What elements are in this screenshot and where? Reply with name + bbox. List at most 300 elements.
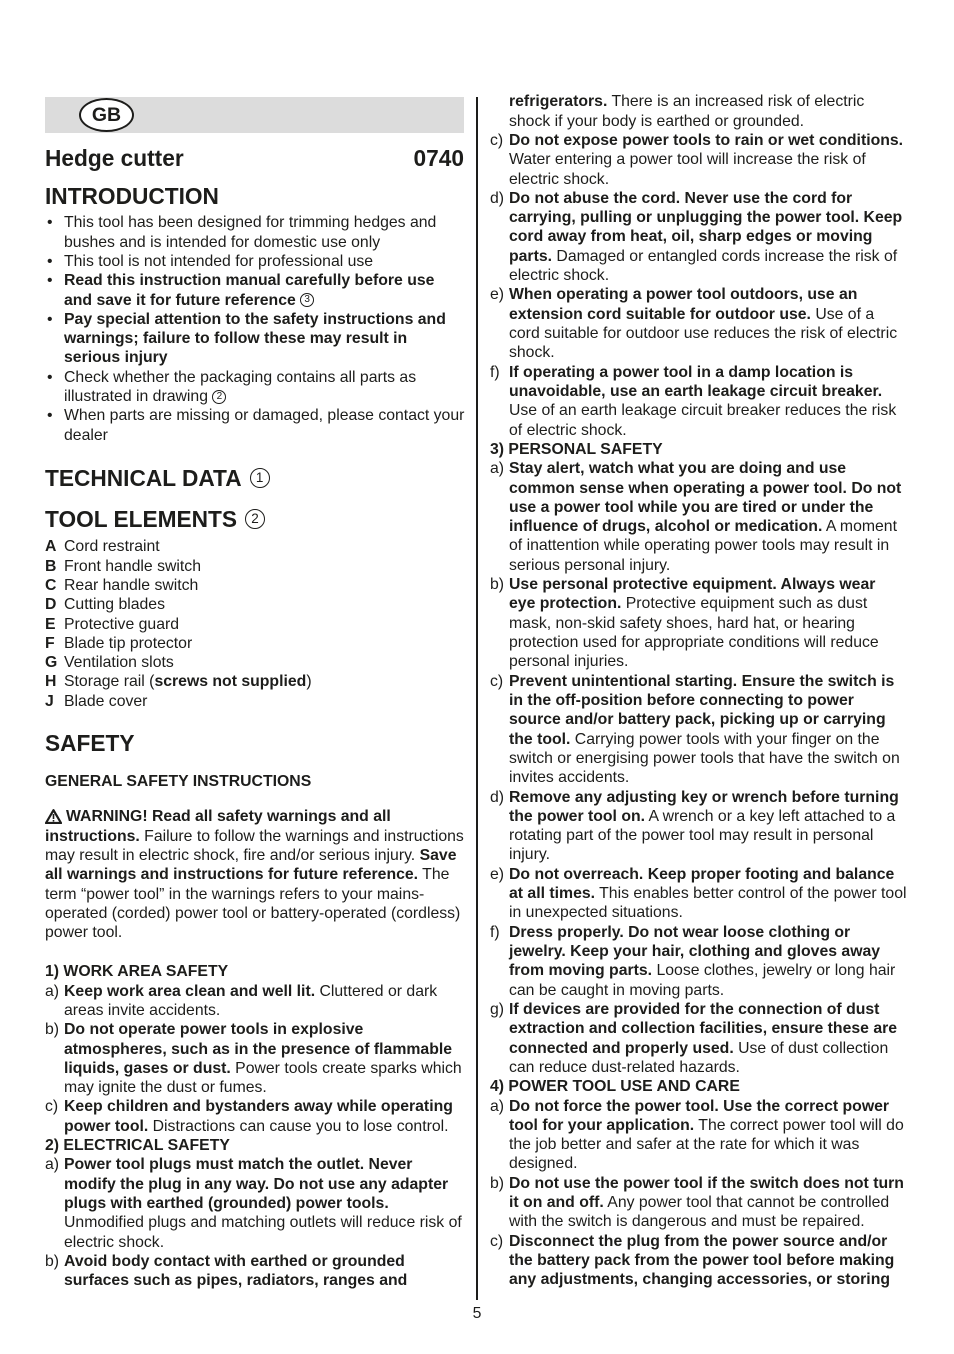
bold-text: Disconnect the plug from the power source and/or bbox=[509, 1232, 888, 1250]
safety-rule-item bbox=[490, 788, 910, 865]
text-run: Protective guard bbox=[64, 615, 180, 633]
bold-text: and save it for future reference bbox=[64, 291, 301, 309]
bold-text: refrigerators. bbox=[509, 93, 608, 111]
text-line bbox=[64, 406, 464, 425]
bold-text: atmospheres, such as in the presence of flammable bbox=[64, 1040, 453, 1058]
text-line bbox=[509, 1251, 910, 1270]
item-marker: • bbox=[47, 368, 53, 386]
text-run: protection used for appropriate conditions will reduce bbox=[509, 634, 879, 652]
bold-text: parts. bbox=[509, 247, 553, 265]
bold-text: Prevent unintentional starting. Ensure the switch is bbox=[509, 672, 895, 690]
bold-text: source and/or battery pack, picking up or carrying bbox=[509, 711, 886, 729]
text-line bbox=[509, 981, 910, 1000]
text-run: of inattention while operating power tools may result in bbox=[509, 537, 890, 555]
introduction-heading-text: INTRODUCTION bbox=[45, 183, 219, 209]
item-text bbox=[509, 285, 910, 362]
text-run: of electric shock. bbox=[509, 421, 627, 439]
item-marker: A bbox=[45, 538, 57, 556]
item-text bbox=[64, 653, 464, 672]
item-text bbox=[64, 557, 464, 576]
text-line bbox=[509, 594, 910, 613]
text-line bbox=[45, 865, 464, 884]
text-line bbox=[64, 310, 464, 329]
safety-rules-list bbox=[45, 962, 464, 1290]
text-line bbox=[64, 1175, 464, 1194]
bold-text: jewelry. Keep your hair, clothing and gloves away bbox=[509, 943, 881, 961]
introduction-bullet-item bbox=[45, 213, 464, 252]
text-line bbox=[64, 982, 464, 1001]
bold-text: Do not overreach. Keep proper footing and balance bbox=[509, 865, 895, 883]
bold-text: When operating a power tool outdoors, use an bbox=[509, 286, 858, 304]
text-line bbox=[509, 479, 910, 498]
text-line bbox=[509, 1154, 910, 1173]
text-run: in unexpected situations. bbox=[509, 904, 683, 922]
text-line bbox=[509, 1019, 910, 1038]
text-line bbox=[509, 189, 910, 208]
bold-text: Stay alert, watch what you are doing and use bbox=[509, 460, 847, 478]
text-line bbox=[509, 170, 910, 189]
bold-text: Do not force the power tool. Use the correct power bbox=[509, 1097, 890, 1115]
bold-text: If operating a power tool in a damp location is bbox=[509, 363, 854, 381]
item-marker: c) bbox=[490, 131, 504, 149]
item-marker: f) bbox=[490, 363, 500, 381]
text-run: electric shock. bbox=[64, 1233, 165, 1251]
text-run: A moment bbox=[822, 518, 897, 536]
item-text bbox=[64, 271, 464, 310]
item-text bbox=[64, 672, 464, 691]
text-line bbox=[509, 768, 910, 787]
bold-text: unavoidable, use an earth leakage circuit breaker. bbox=[509, 382, 883, 400]
text-line bbox=[509, 1232, 910, 1251]
safety-rule-item bbox=[490, 575, 910, 672]
item-marker: e) bbox=[490, 865, 505, 883]
safety-section-heading: 4) POWER TOOL USE AND CARE bbox=[490, 1078, 740, 1096]
text-line bbox=[509, 498, 910, 517]
text-line bbox=[509, 633, 910, 652]
text-line bbox=[64, 252, 464, 271]
text-line bbox=[64, 1001, 464, 1020]
text-run: electric shock. bbox=[509, 170, 610, 188]
text-line bbox=[64, 213, 464, 232]
drawing-reference-number: 2 bbox=[245, 509, 265, 529]
item-marker: H bbox=[45, 673, 57, 691]
item-text bbox=[64, 1252, 464, 1291]
text-line bbox=[64, 557, 464, 576]
warning-paragraph bbox=[45, 807, 464, 942]
general-safety-instructions-heading: GENERAL SAFETY INSTRUCTIONS bbox=[45, 773, 312, 791]
bold-text: the tool. bbox=[509, 730, 571, 748]
item-text bbox=[64, 634, 464, 653]
text-run: Cord restraint bbox=[64, 538, 160, 556]
item-marker: f) bbox=[490, 923, 500, 941]
bold-text: Do not expose power tools to rain or wet conditions. bbox=[509, 131, 904, 149]
text-run: There is an increased risk of electric bbox=[607, 93, 865, 111]
item-marker: G bbox=[45, 654, 58, 672]
drawing-reference-number: 3 bbox=[300, 293, 314, 307]
item-marker: B bbox=[45, 557, 57, 575]
text-run: Rear handle switch bbox=[64, 576, 199, 594]
item-marker: b) bbox=[45, 1252, 60, 1270]
tool-element-item bbox=[45, 692, 464, 711]
item-marker: g) bbox=[490, 1000, 505, 1018]
safety-rule-item bbox=[490, 672, 910, 788]
text-line bbox=[509, 1116, 910, 1135]
bold-text: instructions. bbox=[45, 827, 140, 845]
text-line bbox=[64, 595, 464, 614]
item-text bbox=[509, 1000, 910, 1077]
bold-text: tool for your application. bbox=[509, 1116, 695, 1134]
text-run: personal injuries. bbox=[509, 653, 629, 671]
text-line bbox=[509, 923, 910, 942]
text-run: Cutting blades bbox=[64, 596, 165, 614]
text-line bbox=[509, 652, 910, 671]
text-line bbox=[64, 537, 464, 556]
text-line bbox=[64, 634, 464, 653]
text-line bbox=[509, 343, 910, 362]
drawing-reference-number: 1 bbox=[250, 468, 270, 488]
introduction-list bbox=[45, 213, 464, 445]
text-run: bushes and is intended for domestic use only bbox=[64, 233, 381, 251]
bold-text: Keep work area clean and well lit. bbox=[64, 982, 316, 1000]
text-line bbox=[509, 730, 910, 749]
text-line bbox=[509, 672, 910, 691]
item-marker: b) bbox=[490, 576, 505, 594]
technical-data-heading-text: TECHNICAL DATA bbox=[45, 465, 242, 491]
text-run: Protective equipment such as dust bbox=[621, 595, 868, 613]
text-line bbox=[509, 150, 910, 169]
introduction-bullet-item bbox=[45, 368, 464, 407]
text-line bbox=[64, 426, 464, 445]
text-run: shock if your body is earthed or grounded. bbox=[509, 112, 805, 130]
text-line bbox=[509, 363, 910, 382]
bold-text: Avoid body contact with earthed or grounded bbox=[64, 1252, 405, 1270]
text-line bbox=[45, 846, 464, 865]
item-marker: a) bbox=[45, 982, 60, 1000]
text-line bbox=[509, 1193, 910, 1212]
bold-text: cord away from heat, oil, sharp edges or moving bbox=[509, 228, 873, 246]
introduction-heading bbox=[45, 183, 464, 209]
text-line bbox=[509, 208, 910, 227]
text-run: This tool has been designed for trimming hedges and bbox=[64, 214, 437, 232]
text-line bbox=[509, 227, 910, 246]
text-run: designed. bbox=[509, 1155, 578, 1173]
bold-text: Pay special attention to the safety instructions and bbox=[64, 310, 446, 328]
item-text bbox=[64, 692, 464, 711]
text-run: term “power tool” in the warnings refers to your mains- bbox=[45, 885, 425, 903]
bold-text: serious injury bbox=[64, 349, 168, 367]
technical-data-heading bbox=[45, 465, 464, 491]
item-text bbox=[509, 672, 910, 788]
safety-rule-item bbox=[490, 285, 910, 362]
item-text bbox=[509, 1097, 910, 1174]
bold-text: Read this instruction manual carefully before use bbox=[64, 272, 435, 290]
text-run: injury. bbox=[509, 846, 550, 864]
text-line bbox=[45, 827, 464, 846]
column-divider bbox=[476, 97, 478, 1300]
bold-text: connected and properly used. bbox=[509, 1039, 734, 1057]
text-line bbox=[509, 401, 910, 420]
item-text bbox=[64, 1097, 464, 1136]
bold-text: liquids, gases or dust. bbox=[64, 1059, 231, 1077]
text-line bbox=[509, 614, 910, 633]
text-run: Blade tip protector bbox=[64, 634, 193, 652]
item-text bbox=[64, 368, 464, 407]
product-title-row bbox=[45, 145, 464, 171]
item-marker: c) bbox=[45, 1098, 59, 1116]
bold-text: Keep children and bystanders away while operating bbox=[64, 1098, 453, 1116]
item-text bbox=[64, 213, 464, 252]
text-run: Use of a bbox=[810, 305, 875, 323]
text-line bbox=[64, 576, 464, 595]
text-line bbox=[509, 536, 910, 555]
bold-text: Dress properly. Do not wear loose clothing or bbox=[509, 923, 851, 941]
text-run: The correct power tool will do bbox=[694, 1116, 904, 1134]
text-line bbox=[64, 1020, 464, 1039]
text-line bbox=[64, 1252, 464, 1271]
text-run: can reduce dust-related hazards. bbox=[509, 1058, 740, 1076]
text-run: Loose clothes, jewelry or long hair bbox=[652, 962, 896, 980]
text-line bbox=[509, 1000, 910, 1019]
safety-heading bbox=[45, 730, 464, 756]
tool-element-item bbox=[45, 615, 464, 634]
item-text bbox=[509, 363, 910, 440]
text-line bbox=[64, 1059, 464, 1078]
text-run: A wrench or a key left attached to a bbox=[645, 807, 896, 825]
text-line bbox=[509, 788, 910, 807]
tool-element-item bbox=[45, 537, 464, 556]
text-run: Storage rail ( bbox=[64, 673, 155, 691]
text-run: can be caught in moving parts. bbox=[509, 981, 725, 999]
bold-text: Use personal protective equipment. Always wear bbox=[509, 576, 876, 594]
introduction-bullet-item bbox=[45, 271, 464, 310]
item-text bbox=[509, 1232, 910, 1290]
text-line bbox=[509, 1135, 910, 1154]
item-marker: • bbox=[47, 214, 53, 232]
bold-text: all warnings and instructions for future reference. bbox=[45, 866, 419, 884]
tool-element-item bbox=[45, 557, 464, 576]
text-run: Use of an earth leakage circuit breaker reduces the risk bbox=[509, 402, 897, 420]
item-text bbox=[509, 575, 910, 672]
text-line bbox=[64, 271, 464, 290]
item-marker: c) bbox=[490, 672, 504, 690]
bold-text: any adjustments, changing accessories, or storing bbox=[509, 1271, 890, 1289]
safety-rule-item bbox=[45, 1020, 464, 1097]
tool-elements-heading bbox=[45, 506, 464, 532]
text-line bbox=[509, 807, 910, 826]
bold-text: from moving parts. bbox=[509, 962, 653, 980]
tool-elements-list bbox=[45, 537, 464, 711]
text-run: areas invite accidents. bbox=[64, 1001, 221, 1019]
tool-element-item bbox=[45, 634, 464, 653]
text-run: ) bbox=[306, 673, 312, 691]
item-marker: E bbox=[45, 615, 56, 633]
text-line bbox=[64, 1233, 464, 1252]
safety-rule-item bbox=[490, 92, 910, 131]
item-text bbox=[509, 131, 910, 189]
item-marker: J bbox=[45, 692, 54, 710]
text-line bbox=[64, 329, 464, 348]
text-run: Front handle switch bbox=[64, 557, 201, 575]
text-line bbox=[509, 1174, 910, 1193]
safety-rule-item bbox=[490, 1000, 910, 1077]
bold-text: it on and off. bbox=[509, 1194, 604, 1212]
text-line bbox=[64, 1213, 464, 1232]
text-line bbox=[64, 348, 464, 367]
text-run: This enables better control of the power tool bbox=[595, 885, 907, 903]
text-line bbox=[64, 233, 464, 252]
item-text bbox=[509, 923, 910, 1000]
text-line bbox=[509, 1212, 910, 1231]
text-run: Power tools create sparks which bbox=[230, 1059, 462, 1077]
bold-text: the power tool on. bbox=[509, 807, 646, 825]
text-run: mask, non-skid safety shoes, hard hat, or hearing bbox=[509, 614, 855, 632]
item-marker: d) bbox=[490, 189, 505, 207]
bold-text: warnings; failure to follow these may result in bbox=[64, 330, 408, 348]
bold-text: use a power tool while you are tired or under the bbox=[509, 498, 874, 516]
text-line bbox=[509, 1039, 910, 1058]
safety-rule-item bbox=[490, 1097, 910, 1174]
safety-heading-text: SAFETY bbox=[45, 730, 135, 756]
introduction-bullet-item bbox=[45, 310, 464, 368]
text-line bbox=[64, 1040, 464, 1059]
text-line bbox=[64, 615, 464, 634]
item-marker: a) bbox=[45, 1156, 60, 1174]
drawing-reference-number: 2 bbox=[212, 390, 226, 404]
text-run: Carrying power tools with your finger on the bbox=[570, 730, 880, 748]
text-line bbox=[64, 291, 464, 310]
text-run: Check whether the packaging contains all parts as bbox=[64, 368, 417, 386]
warning-icon bbox=[45, 809, 62, 824]
safety-rule-item bbox=[45, 1252, 464, 1291]
text-line bbox=[509, 884, 910, 903]
bold-text: influence of drugs, alcohol or medication. bbox=[509, 518, 823, 536]
text-line bbox=[509, 285, 910, 304]
item-text bbox=[509, 459, 910, 575]
bold-text: modify the plug in any way. Do not use any adapter bbox=[64, 1175, 449, 1193]
text-run: When parts are missing or damaged, please contact your bbox=[64, 407, 465, 425]
text-line bbox=[64, 1117, 464, 1136]
safety-rules-list-continued bbox=[490, 92, 910, 1289]
text-line bbox=[64, 1194, 464, 1213]
text-run: rotating part of the power tool may result in personal bbox=[509, 827, 874, 845]
item-marker: a) bbox=[490, 1097, 505, 1115]
bold-text: Do not operate power tools in explosive bbox=[64, 1021, 364, 1039]
bold-text: screws not supplied bbox=[154, 673, 307, 691]
bold-text: Remove any adjusting key or wrench before turning bbox=[509, 788, 899, 806]
introduction-bullet-item bbox=[45, 252, 464, 271]
text-run: switch or energising power tools that have the switch on bbox=[509, 749, 900, 767]
safety-section-heading: 3) PERSONAL SAFETY bbox=[490, 440, 663, 458]
text-line bbox=[509, 112, 910, 131]
item-marker bbox=[490, 92, 509, 111]
bold-text: If devices are provided for the connection of dust bbox=[509, 1000, 880, 1018]
item-text bbox=[64, 595, 464, 614]
text-line bbox=[64, 387, 464, 406]
bold-text: Do not abuse the cord. Never use the cord for bbox=[509, 189, 853, 207]
item-marker: d) bbox=[490, 788, 505, 806]
text-run: electric shock. bbox=[509, 267, 610, 285]
safety-rule-item bbox=[45, 1155, 464, 1252]
item-text bbox=[64, 982, 464, 1021]
bold-text: power tool. bbox=[64, 1117, 149, 1135]
item-marker: b) bbox=[45, 1021, 60, 1039]
item-text bbox=[64, 615, 464, 634]
text-line bbox=[509, 903, 910, 922]
text-line bbox=[509, 247, 910, 266]
text-line bbox=[45, 885, 464, 904]
item-text bbox=[64, 1020, 464, 1097]
text-run: The bbox=[418, 866, 450, 884]
bold-text: surfaces such as pipes, radiators, ranges and bbox=[64, 1272, 408, 1290]
text-run: Any power tool that cannot be controlled bbox=[603, 1194, 890, 1212]
bold-text: carrying, pulling or unplugging the power tool. Keep bbox=[509, 209, 903, 227]
text-line bbox=[509, 459, 910, 478]
bold-text: WARNING! Read all safety warnings and all bbox=[66, 808, 391, 826]
text-run: Distractions can cause you to lose control. bbox=[148, 1117, 449, 1135]
text-run: Use of dust collection bbox=[733, 1039, 889, 1057]
text-line bbox=[509, 710, 910, 729]
text-run: This tool is not intended for professional use bbox=[64, 252, 374, 270]
product-name: Hedge cutter bbox=[45, 145, 184, 171]
tool-element-item bbox=[45, 595, 464, 614]
text-line bbox=[64, 1155, 464, 1174]
tool-element-item bbox=[45, 672, 464, 691]
text-line bbox=[509, 845, 910, 864]
text-line bbox=[509, 826, 910, 845]
safety-rule-item bbox=[490, 459, 910, 575]
text-run: Damaged or entangled cords increase the risk of bbox=[552, 247, 898, 265]
item-text bbox=[64, 406, 464, 445]
text-run: Cluttered or dark bbox=[315, 982, 438, 1000]
text-line bbox=[64, 368, 464, 387]
text-line bbox=[45, 904, 464, 923]
item-text bbox=[64, 1155, 464, 1252]
bold-text: at all times. bbox=[509, 885, 596, 903]
text-run: Unmodified plugs and matching outlets will reduce risk of bbox=[64, 1214, 462, 1232]
bold-text: Save bbox=[419, 846, 457, 864]
text-run: cord suitable for outdoor use reduces the risk of electric bbox=[509, 325, 898, 343]
text-line bbox=[64, 672, 464, 691]
text-line bbox=[509, 305, 910, 324]
text-run: illustrated in drawing bbox=[64, 388, 213, 406]
text-line bbox=[509, 1058, 910, 1077]
text-line bbox=[64, 1271, 464, 1290]
bold-text: extension cord suitable for outdoor use. bbox=[509, 305, 811, 323]
bold-text: in the off-position before connecting to power bbox=[509, 691, 854, 709]
text-run: invites accidents. bbox=[509, 769, 630, 787]
safety-rule-item bbox=[490, 1232, 910, 1290]
language-header-bar bbox=[45, 97, 464, 133]
tool-element-item bbox=[45, 653, 464, 672]
item-marker: b) bbox=[490, 1174, 505, 1192]
safety-rule-item bbox=[490, 363, 910, 440]
text-line bbox=[509, 324, 910, 343]
text-run: shock. bbox=[509, 344, 555, 362]
item-text bbox=[64, 252, 464, 271]
text-line bbox=[509, 942, 910, 961]
text-run: Ventilation slots bbox=[64, 654, 174, 672]
bold-text: Power tool plugs must match the outlet. Never bbox=[64, 1156, 413, 1174]
item-marker: • bbox=[47, 252, 53, 270]
safety-section-heading: 2) ELECTRICAL SAFETY bbox=[45, 1137, 230, 1155]
item-marker: a) bbox=[490, 460, 505, 478]
text-run: Blade cover bbox=[64, 692, 148, 710]
text-line bbox=[509, 575, 910, 594]
text-line bbox=[509, 266, 910, 285]
item-marker: F bbox=[45, 634, 55, 652]
item-text bbox=[509, 1174, 910, 1232]
text-run: operated (corded) power tool or battery-operated (cordless) bbox=[45, 904, 461, 922]
